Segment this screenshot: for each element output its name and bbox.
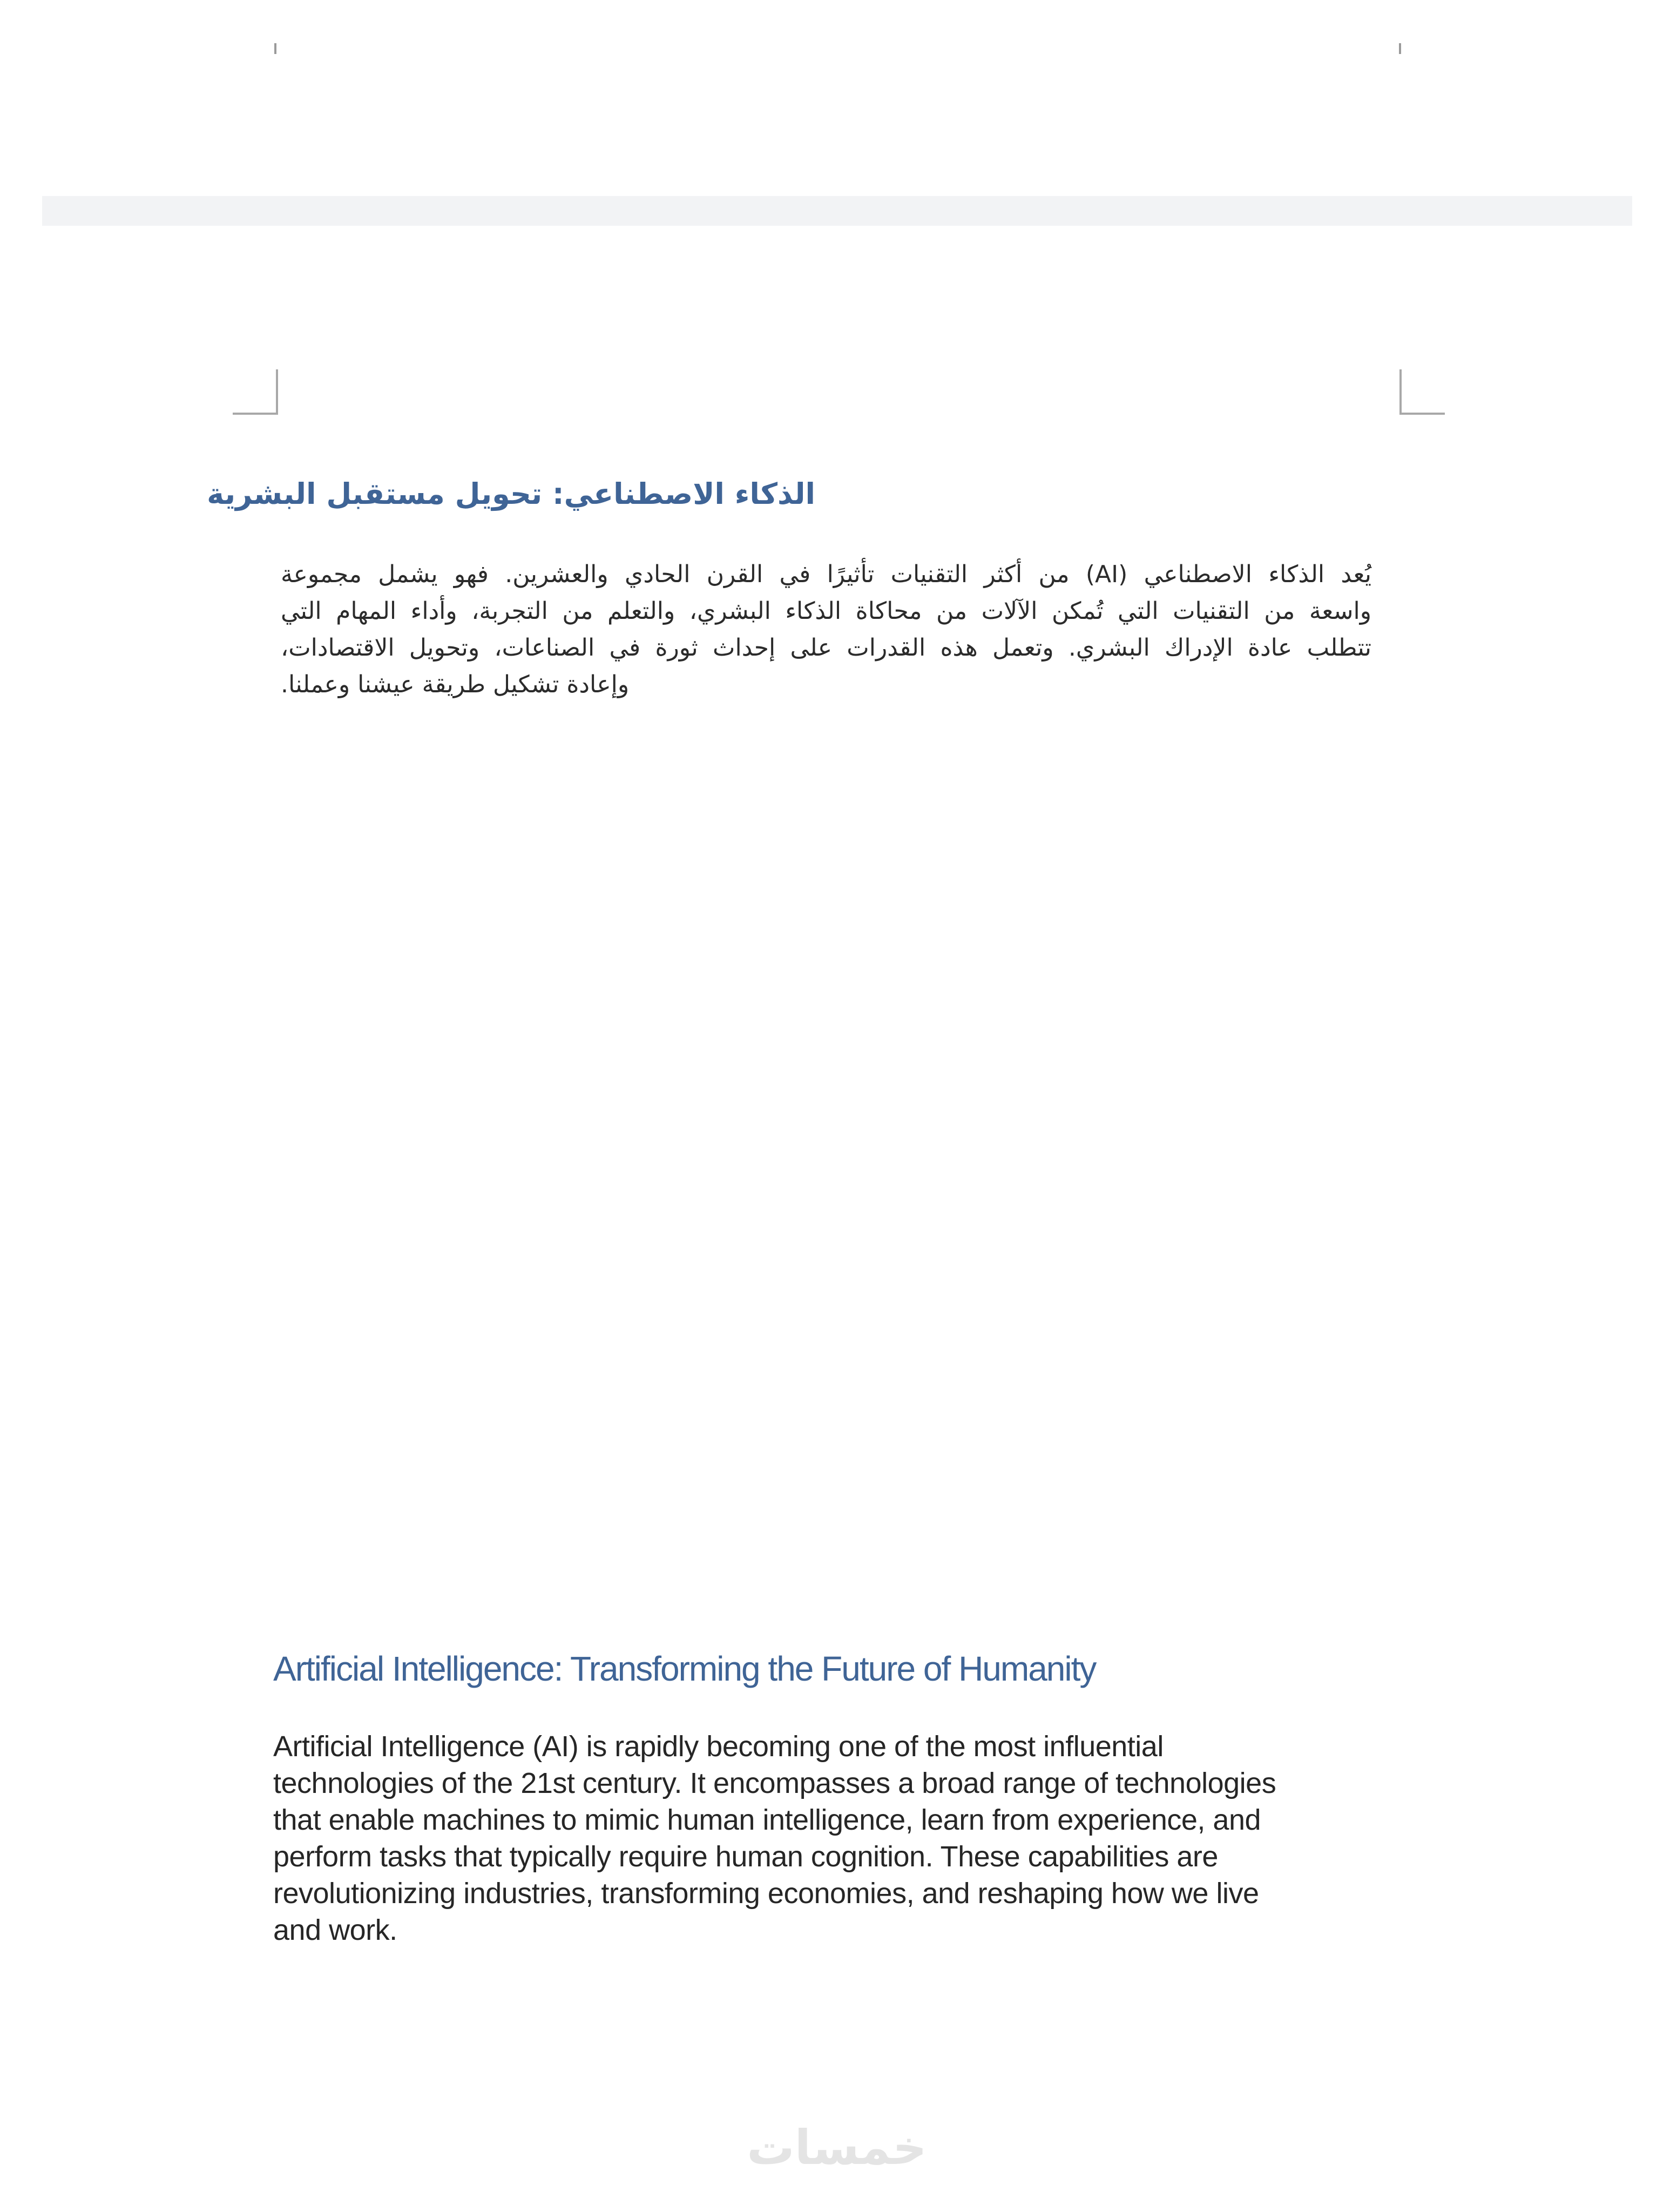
arabic-heading: الذكاء الاصطناعي: تحويل مستقبل البشرية xyxy=(207,477,815,511)
paragraph-line: وإعادة تشكيل طريقة عيشنا وعملنا. xyxy=(281,671,630,698)
paragraph-line: and work. xyxy=(273,1914,397,1946)
margin-tick-right xyxy=(1399,43,1401,54)
watermark-logo: خمسات xyxy=(747,2120,927,2175)
paragraph-line: revolutionizing industries, transforming economies, and reshaping how we live xyxy=(273,1877,1259,1910)
paragraph-line: Artificial Intelligence (AI) is rapidly becoming one of the most influential xyxy=(273,1730,1164,1763)
paragraph-line: perform tasks that typically require human cognition. These capabilities are xyxy=(273,1840,1218,1873)
paragraph-line: تتطلب عادة الإدراك البشري. وتعمل هذه القدرات على إحداث ثورة في الصناعات، وتحويل الاقتصادات، xyxy=(281,634,1371,662)
paragraph-line: that enable machines to mimic human intelligence, learn from experience, and xyxy=(273,1804,1261,1836)
paragraph-line: technologies of the 21st century. It encompasses a broad range of technologies xyxy=(273,1767,1276,1799)
english-heading: Artificial Intelligence: Transforming the Future of Humanity xyxy=(273,1649,1096,1688)
english-paragraph xyxy=(273,1728,1276,1948)
paragraph-line: يُعد الذكاء الاصطناعي (AI) من أكثر التقنيات تأثيرًا في القرن الحادي والعشرين. فهو يشمل مجموعة xyxy=(281,561,1371,588)
margin-corner-left xyxy=(233,369,278,415)
page-separator xyxy=(42,196,1632,226)
arabic-paragraph xyxy=(281,556,1371,703)
margin-corner-right xyxy=(1399,369,1445,415)
paragraph-line: واسعة من التقنيات التي تُمكن الآلات من محاكاة الذكاء البشري، والتعلم من التجربة، وأداء المهام التي xyxy=(281,597,1371,625)
margin-tick-left xyxy=(274,43,276,54)
